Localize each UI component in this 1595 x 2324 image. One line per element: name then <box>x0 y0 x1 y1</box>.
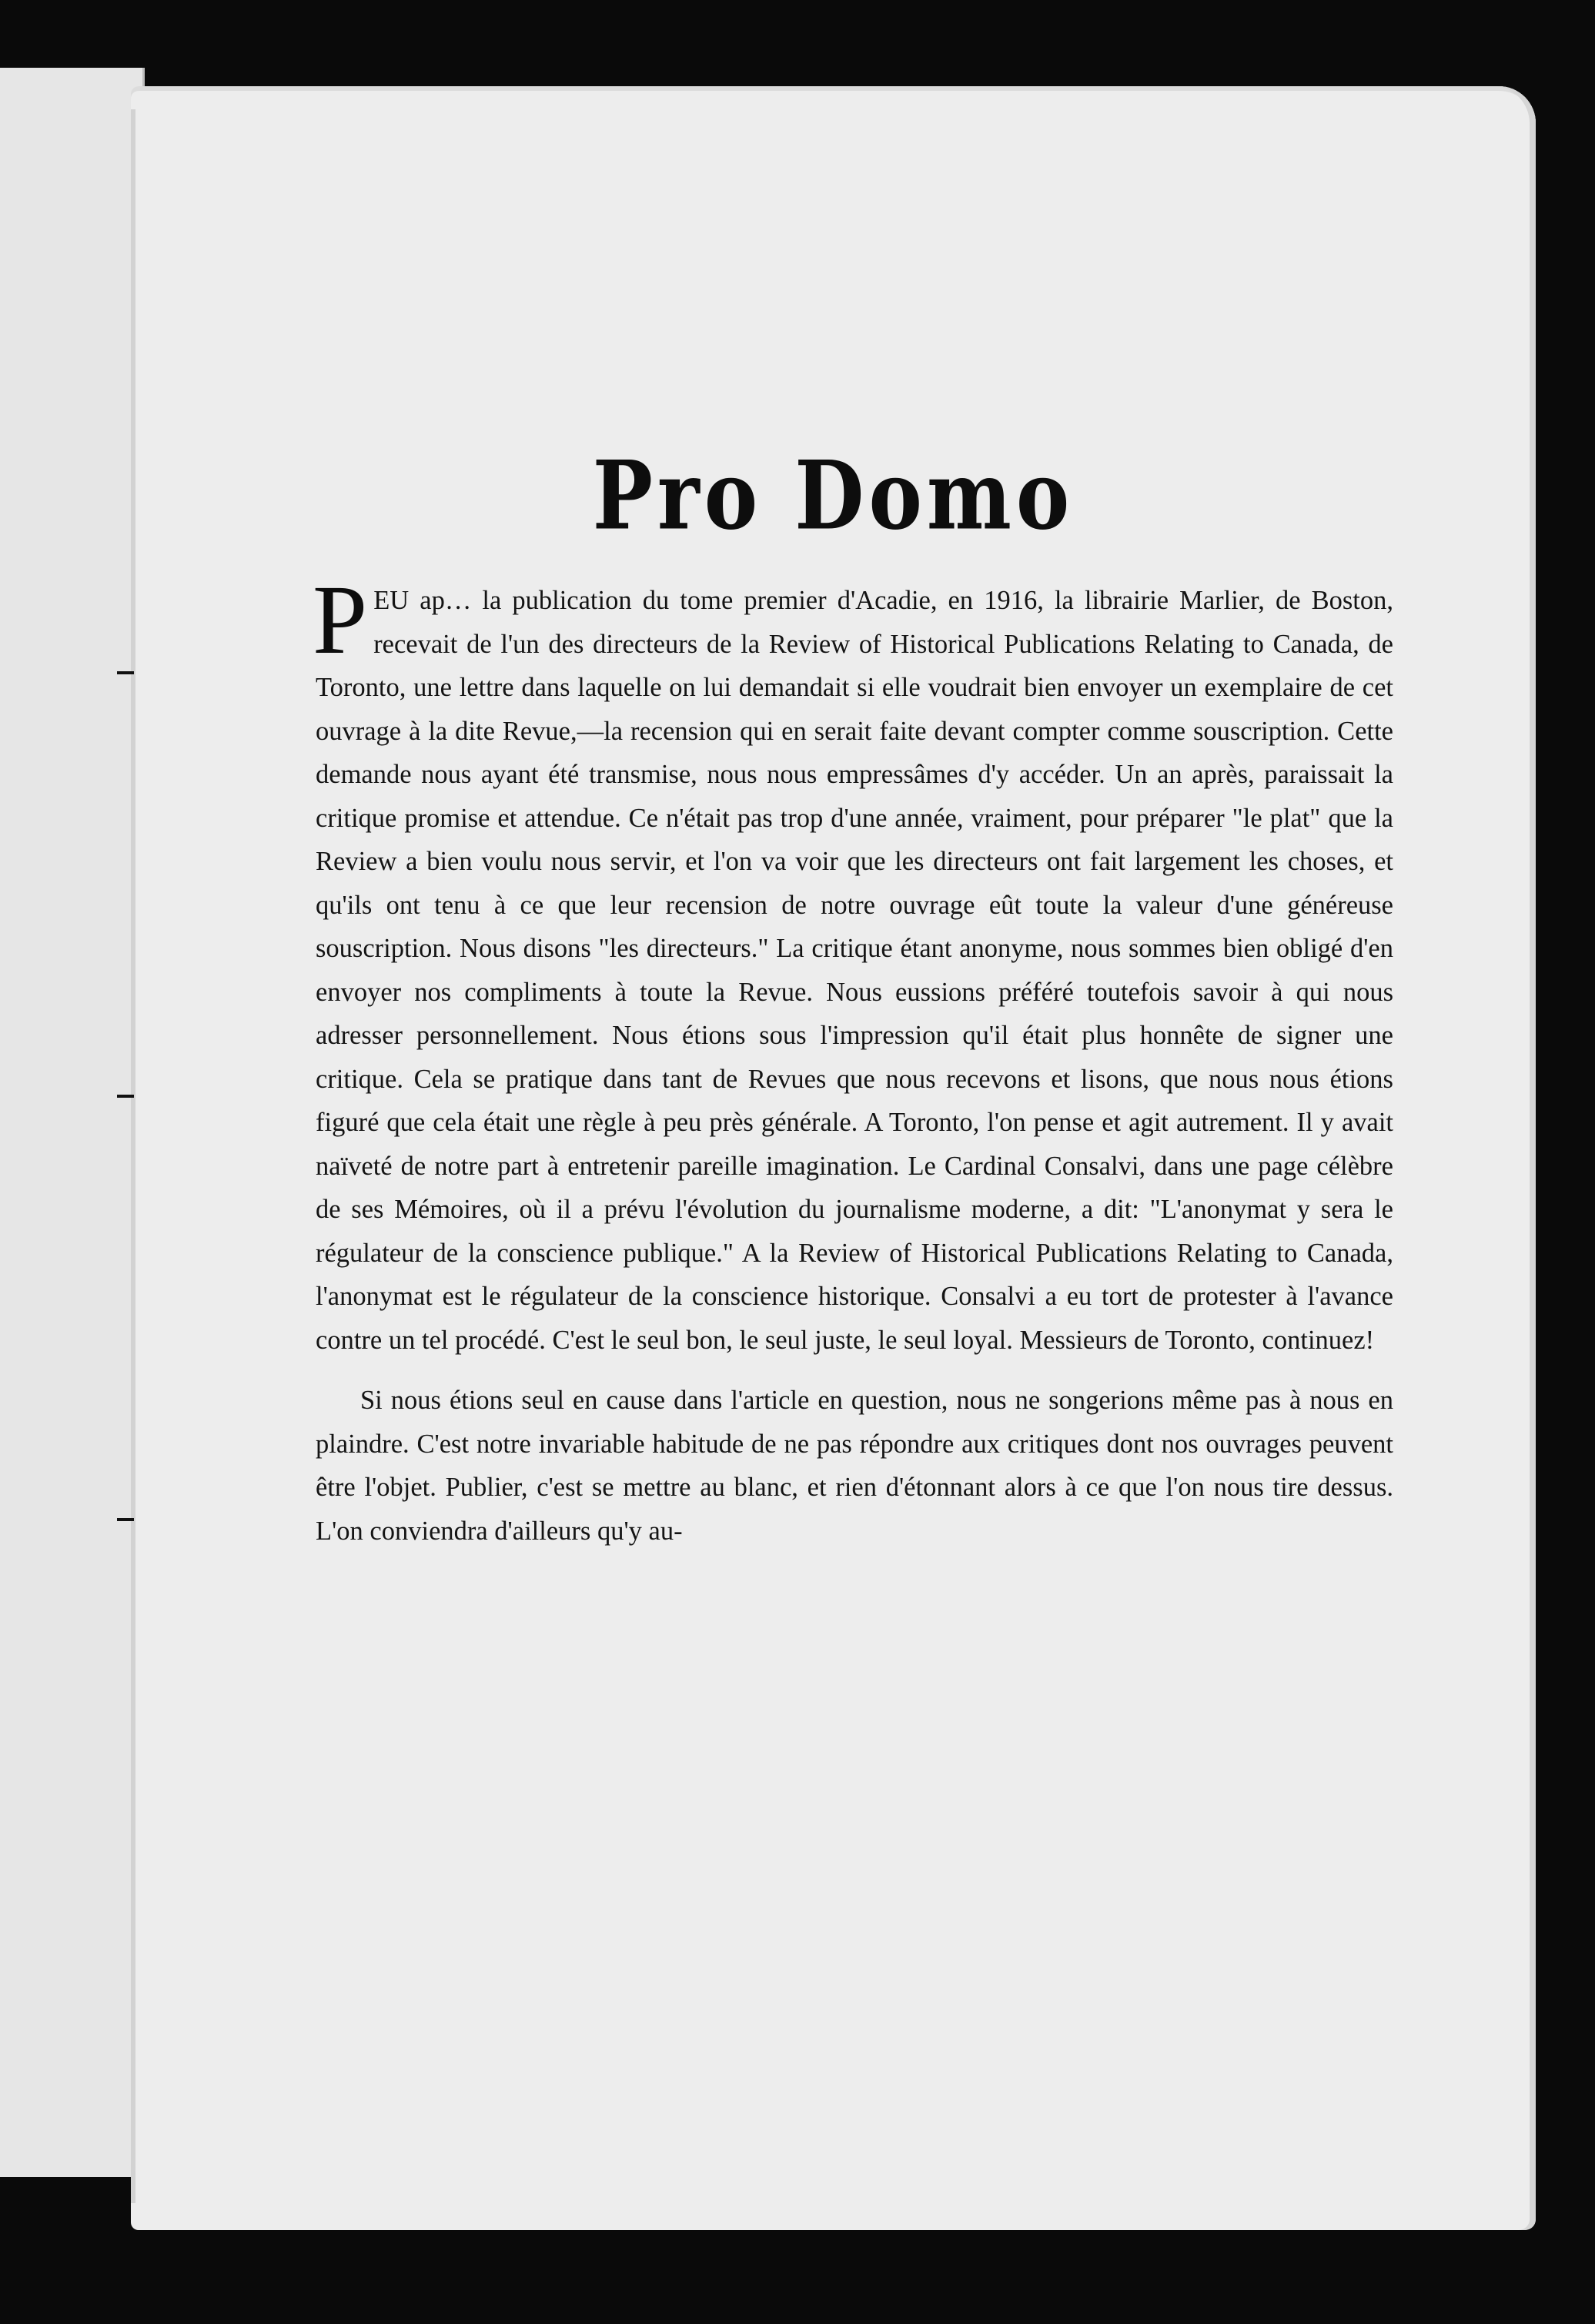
page-left-edge <box>131 109 135 2203</box>
body-text <box>313 565 1393 1553</box>
margin-mark <box>117 671 134 674</box>
paragraph-1-text: EU ap… la publication du tome premier d'Acadie, en 1916, la librairie Marlier, de Boston, recevait de l'un des directeurs de la Review of Historical Publications Relating to Canada, de Toronto, une lettre dans laquelle on lui demandait si elle voudrait bien envoyer un exemplaire de cet ouvrage à la dite Revue,—la recension qui en serait faite devant compter comme souscription. Cette demande nous ayant été transmise, nous nous empressâmes d'y accéder. Un an après, paraissait la critique promise et attendue. Ce n'était pas trop d'une année, vraiment, pour préparer "le plat" que la Review a bien voulu nous servir, et l'on va voir que les directeurs ont fait largement les choses, et qu'ils ont tenu à ce que leur recension de notre ouvrage eût toute la valeur d'une généreuse souscription. Nous disons "les directeurs." La critique étant anonyme, nous sommes bien obligé d'en envoyer nos compliments à toute la Revue. Nous eussions préféré toutefois savoir à qui nous adresser personnellement. Nous étions sous l'impression qu'il était plus honnête de signer une critique. Cela se pratique dans tant de Revues que nous recevons et lisons, que nous nous étions figuré que cela était une règle à peu près générale. A Toronto, l'on pense et agit autrement. Il y avait naïveté de notre part à entretenir pareille imagination. Le Cardinal Consalvi, dans une page célèbre de ses Mémoires, où il a prévu l'évolution du journalisme moderne, a dit: "L'anonymat y sera le régulateur de la conscience publique." A la Review of Historical Publications Relating to Canada, l'anonymat est le régulateur de la conscience historique. Consalvi a eu tort de protester à l'avance contre un tel procédé. C'est le seul bon, le seul juste, le seul loyal. Messieurs de Toronto, continuez! <box>316 586 1393 1355</box>
paragraph-2: Si nous étions seul en cause dans l'article en question, nous ne songerions même pas à nous en plaindre. C'est notre invariable habitude de ne pas répondre aux critiques dont nos ouvrages peuvent être l'objet. Publier, c'est se mettre au blanc, et rien d'étonnant alors à ce que l'on nous tire dessus. L'on conviendra d'ailleurs qu'y au- <box>316 1386 1393 1546</box>
page-title: Pro Domo <box>592 439 1075 552</box>
paragraph-1 <box>313 565 1393 1362</box>
margin-mark <box>117 1095 134 1098</box>
drop-cap: P <box>313 565 368 674</box>
document-page <box>131 86 1536 2230</box>
back-page-sheet <box>0 68 145 2177</box>
margin-mark <box>117 1518 134 1521</box>
